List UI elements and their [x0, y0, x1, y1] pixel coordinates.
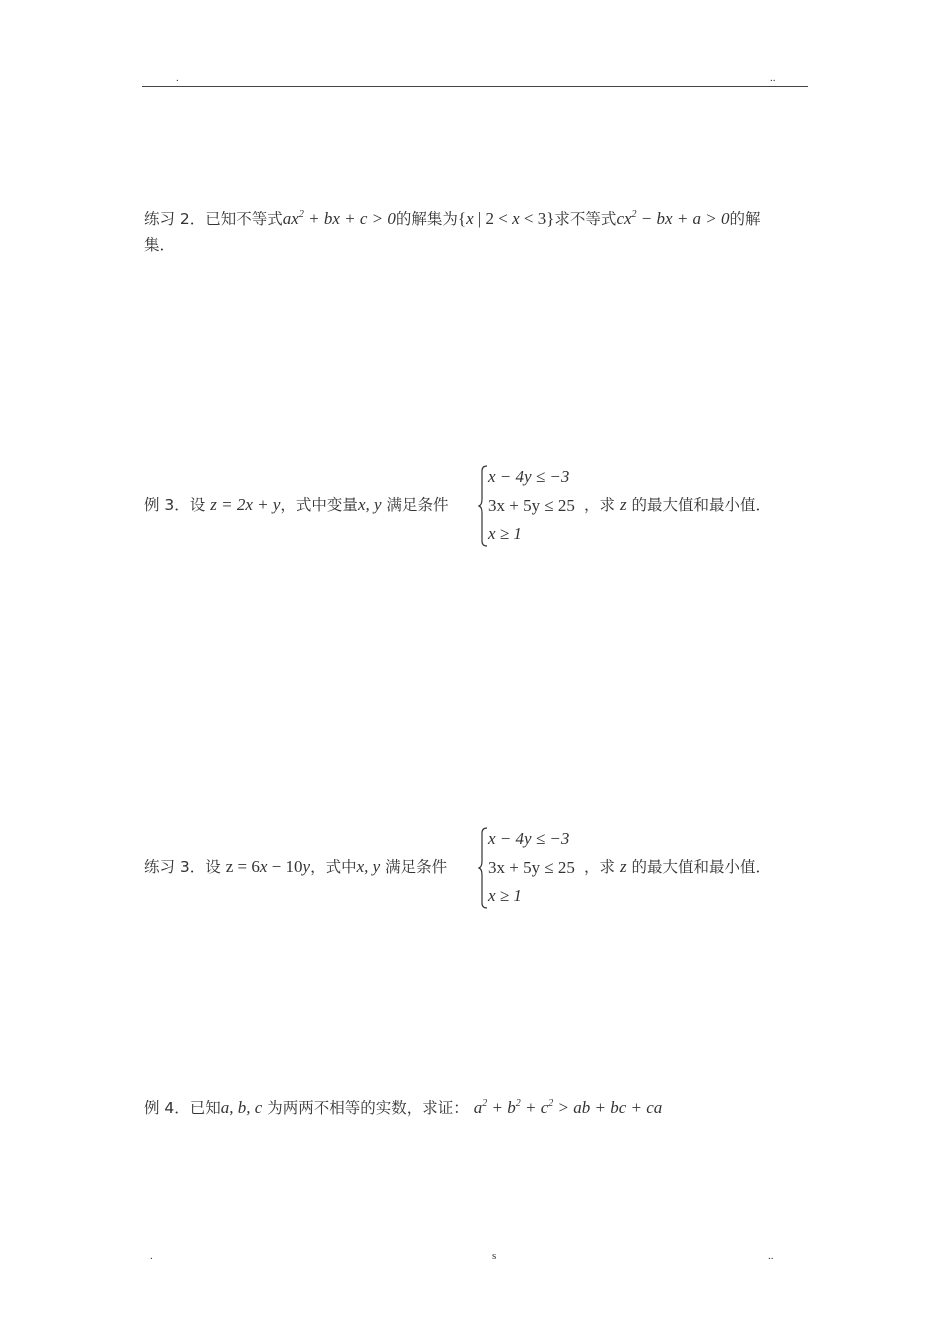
exercise-3-text-4: 的最大值和最小值．: [631, 858, 772, 876]
constraint-system-2: [478, 825, 588, 911]
exercise-2-label: 练习 2．已知不等式: [144, 210, 283, 228]
objective-function: z = 2x + y: [210, 495, 281, 514]
exercise-3-label: 练习 3．设: [144, 858, 221, 876]
exercise-3-tail: [584, 855, 771, 879]
example-3-tail: [584, 493, 771, 517]
example-3-text-4: 的最大值和最小值．: [631, 496, 772, 514]
inequality-1: $ax^2$ + bx + c > 0: [282, 209, 396, 228]
exercise-3-text-3: ，求: [584, 858, 616, 876]
variables-abc: a, b, c: [220, 1098, 263, 1117]
constraint-2: 3x + 5y ≤ 25: [488, 857, 575, 877]
header-rule: [142, 86, 808, 87]
variable-z: z: [619, 857, 627, 876]
footer-right-mark: ..: [768, 1250, 774, 1262]
exercise-3-text-1: ，式中: [310, 858, 357, 876]
example-4-label: 例 4．已知: [144, 1099, 221, 1117]
solution-set: {x | 2 < x < 3}: [457, 209, 555, 228]
exercise-2-line-1: [144, 207, 761, 231]
exercise-2-text-2: 求不等式: [554, 210, 617, 228]
inequality-to-prove: $a^2 + b^2 + c^2$ > ab + bc + ca: [473, 1098, 663, 1117]
footer-center-mark: s: [492, 1250, 497, 1262]
constraint-1: x − 4y ≤ −3: [488, 829, 570, 848]
exercise-3-text: [144, 855, 447, 879]
example-4-text: [144, 1096, 662, 1120]
example-3-text: [144, 493, 448, 517]
constraint-3: x ≥ 1: [488, 886, 522, 905]
left-brace-icon: [478, 825, 488, 911]
exercise-2-text-1: 的解集为: [395, 210, 458, 228]
constraint-system-1: [478, 463, 588, 549]
example-3-text-3: ，求: [584, 496, 616, 514]
variables: x, y: [357, 495, 382, 514]
footer-left-mark: .: [150, 1250, 153, 1262]
header-right-mark: ..: [770, 72, 776, 84]
inequality-2: $cx^2$ − bx + a > 0: [616, 209, 730, 228]
constraint-3: x ≥ 1: [488, 524, 522, 543]
constraint-2: 3x + 5y ≤ 25: [488, 495, 575, 515]
example-3-text-1: ，式中变量: [280, 496, 358, 514]
variables-2: x, y: [356, 857, 381, 876]
header-left-mark: .: [176, 72, 179, 84]
objective-function-2: z = 6x − 10y: [225, 857, 311, 876]
left-brace-icon: [478, 463, 488, 549]
example-4-text-1: 为两两不相等的实数，求证：: [267, 1099, 469, 1117]
variable-z: z: [619, 495, 627, 514]
example-3-label: 例 3．设: [144, 496, 206, 514]
constraint-1: x − 4y ≤ −3: [488, 467, 570, 486]
exercise-3-text-2: 满足条件: [385, 858, 448, 876]
example-3-text-2: 满足条件: [386, 496, 449, 514]
exercise-2-text-3: 的解: [729, 210, 761, 228]
exercise-2-line-2: 集．: [144, 236, 176, 254]
